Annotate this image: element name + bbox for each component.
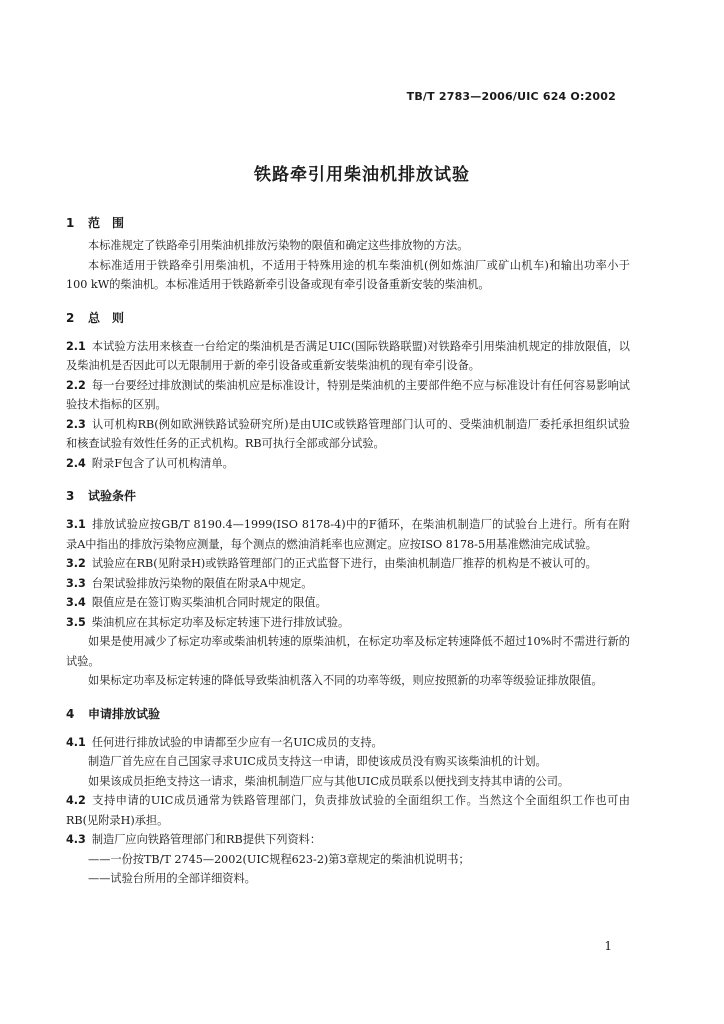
section-number: 3 xyxy=(66,489,75,503)
clause-text: 柴油机应在其标定功率及标定转速下进行排放试验。 xyxy=(91,615,350,629)
clause-text: 制造厂应向铁路管理部门和RB提供下列资料： xyxy=(91,833,322,846)
section-number: 4 xyxy=(66,706,75,721)
clause-text: 每一台要经过排放测试的柴油机应是标准设计，特别是柴油机的主要部件绝不应与标准设计有任何容易影响试验技术指标的区别。 xyxy=(66,378,630,411)
clause-text: 试验应在RB(见附录H)或铁路管理部门的正式监督下进行，由柴油机制造厂推荐的机构是不被认可的。 xyxy=(91,557,597,570)
clause-4-1 xyxy=(66,733,630,753)
section-title: 申请排放试验 xyxy=(88,706,161,721)
clause-3-5 xyxy=(66,613,630,633)
clause-text: 限值应是在签订购买柴油机合同时规定的限值。 xyxy=(91,596,327,609)
clause-text: 本试验方法用来核查一台给定的柴油机是否满足UIC(国际铁路联盟)对铁路牵引用柴油机规定的排放限值，以及柴油机是否因此可以无限制用于新的牵引设备或重新安装柴油机的现有牵引设备。 xyxy=(66,339,630,372)
clause-text: 认可机构RB(例如欧洲铁路试验研究所)是由UIC或铁路管理部门认可的、受柴油机制造厂委托承担组织试验和核查试验有效性任务的正式机构。RB可执行全部或部分试验。 xyxy=(66,417,630,450)
clause-text: 支持申请的UIC成员通常为铁路管理部门，负责排放试验的全面组织工作。当然这个全面组织工作也可由RB(见附录H)承担。 xyxy=(66,794,630,827)
section-1-heading xyxy=(66,210,630,236)
clause-number: 3.4 xyxy=(66,596,86,609)
standard-code: TB/T 2783—2006/UIC 624 O:2002 xyxy=(406,90,616,103)
clause-number: 2.1 xyxy=(66,339,86,353)
clause-number: 3.2 xyxy=(66,557,86,570)
paragraph: 如果该成员拒绝支持这一请求，柴油机制造厂应与其他UIC成员联系以便找到支持其申请的公司。 xyxy=(88,774,570,788)
section-3-heading xyxy=(66,483,630,509)
clause-number: 4.2 xyxy=(66,794,86,807)
section-4-heading xyxy=(66,701,630,727)
page-number: 1 xyxy=(604,939,612,953)
clause-2-2 xyxy=(66,376,630,415)
list-item: ——试验台所用的全部详细资料。 xyxy=(88,872,256,885)
paragraph: 制造厂首先应在自己国家寻求UIC成员支持这一申请，即使该成员没有购买该柴油机的计划。 xyxy=(88,755,547,768)
clause-number: 3.3 xyxy=(66,576,86,590)
document-title: 铁路牵引用柴油机排放试验 xyxy=(254,165,470,185)
clause-2-4 xyxy=(66,454,630,474)
section-title: 总 则 xyxy=(88,310,125,325)
clause-number: 2.3 xyxy=(66,417,86,431)
clause-3-1 xyxy=(66,515,630,554)
clause-text: 台架试验排放污染物的限值在附录A中规定。 xyxy=(91,576,313,590)
clause-2-3 xyxy=(66,415,630,454)
clause-3-3 xyxy=(66,574,630,594)
clause-3-4 xyxy=(66,593,630,613)
paragraph: 本标准适用于铁路牵引用柴油机，不适用于特殊用途的机车柴油机(例如炼油厂或矿山机车)和输出功率小于100 kW的柴油机。本标准适用于铁路新牵引设备或现有牵引设备重新安装的柴油机。 xyxy=(66,258,630,291)
clause-number: 3.1 xyxy=(66,518,86,531)
clause-4-2 xyxy=(66,791,630,830)
section-number: 1 xyxy=(66,216,75,230)
paragraph: 如果标定功率及标定转速的降低导致柴油机落入不同的功率等级，则应按照新的功率等级验证排放限值。 xyxy=(88,674,603,687)
paragraph: 本标准规定了铁路牵引用柴油机排放污染物的限值和确定这些排放物的方法。 xyxy=(88,239,469,252)
section-number: 2 xyxy=(66,310,75,325)
clause-number: 3.5 xyxy=(66,615,86,629)
clause-number: 4.1 xyxy=(66,735,86,749)
clause-3-2 xyxy=(66,554,630,574)
section-title: 范 围 xyxy=(88,216,125,230)
section-2-heading xyxy=(66,305,630,331)
clause-number: 2.2 xyxy=(66,378,86,392)
clause-text: 任何进行排放试验的申请都至少应有一名UIC成员的支持。 xyxy=(91,735,383,749)
section-title: 试验条件 xyxy=(88,489,137,503)
clause-number: 4.3 xyxy=(66,833,86,846)
clause-4-3 xyxy=(66,830,630,850)
list-item: ——一份按TB/T 2745—2002(UIC规程623-2)第3章规定的柴油机说明书； xyxy=(88,852,470,866)
document-body xyxy=(66,210,630,889)
clause-2-1 xyxy=(66,337,630,376)
paragraph: 如果是使用减少了标定功率或柴油机转速的原柴油机，在标定功率及标定转速降低不超过10%时不需进行新的试验。 xyxy=(66,635,630,668)
clause-number: 2.4 xyxy=(66,456,86,470)
clause-text: 排放试验应按GB/T 8190.4—1999(ISO 8178-4)中的F循环，在柴油机制造厂的试验台上进行。所有在附录A中指出的排放污染物应测量，每个测点的燃油消耗率也应测定。应按ISO 8178-5用基准燃油完成试验。 xyxy=(66,518,630,551)
clause-text: 附录F包含了认可机构清单。 xyxy=(91,456,234,470)
